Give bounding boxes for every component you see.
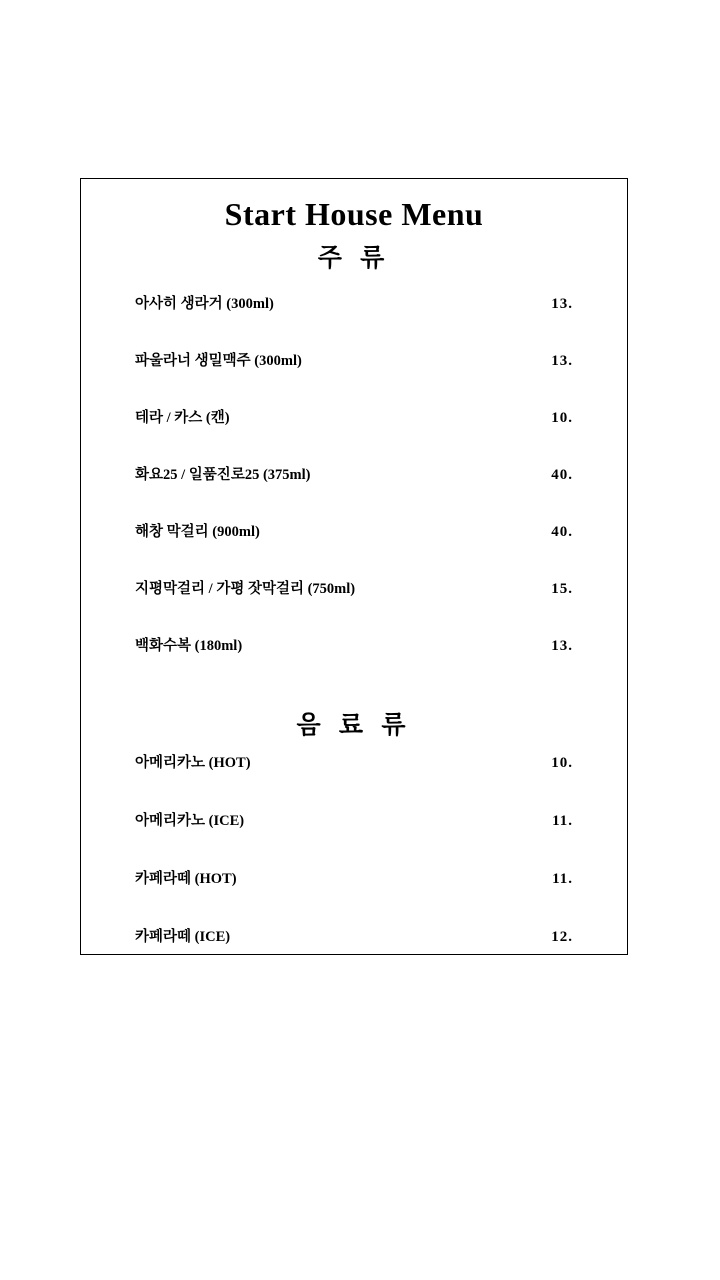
menu-item-row bbox=[135, 463, 573, 520]
menu-item-row bbox=[135, 577, 573, 634]
page-title: Start House Menu bbox=[224, 196, 484, 232]
menu-item-price: 10. bbox=[551, 410, 573, 427]
menu-item-name: 아메리카노 (HOT) bbox=[135, 755, 251, 772]
menu-item-price: 40. bbox=[551, 524, 573, 541]
menu-item-name: 테라 / 카스 (캔) bbox=[135, 410, 230, 427]
menu-item-name: 화요25 / 일품진로25 (375ml) bbox=[135, 467, 311, 484]
menu-item-name: 카페라떼 (HOT) bbox=[135, 871, 237, 888]
menu-item-price: 15. bbox=[551, 581, 573, 598]
section-heading-beverages: 음 료 류 bbox=[296, 712, 412, 740]
menu-item-price: 40. bbox=[551, 467, 573, 484]
menu-item-row bbox=[135, 745, 573, 809]
menu-item-name: 백화수복 (180ml) bbox=[135, 638, 243, 655]
menu-item-price: 13. bbox=[551, 638, 573, 655]
menu-item-row bbox=[135, 925, 573, 983]
menu-item-row bbox=[135, 867, 573, 925]
menu-item-price: 13. bbox=[551, 353, 573, 370]
menu-item-price: 10. bbox=[551, 755, 573, 772]
beverage-item-list bbox=[81, 745, 627, 983]
section-heading-alcohol: 주 류 bbox=[317, 245, 391, 273]
menu-item-row bbox=[135, 406, 573, 463]
menu-card bbox=[80, 178, 628, 955]
menu-item-row bbox=[135, 809, 573, 867]
menu-item-name: 아메리카노 (ICE) bbox=[135, 813, 245, 830]
menu-item-price: 13. bbox=[551, 296, 573, 313]
menu-item-name: 카페라떼 (ICE) bbox=[135, 929, 231, 946]
menu-item-price: 11. bbox=[552, 871, 573, 888]
alcohol-item-list bbox=[81, 284, 627, 691]
menu-item-name: 파울라너 생밀맥주 (300ml) bbox=[135, 353, 302, 370]
menu-item-name: 아사히 생라거 (300ml) bbox=[135, 296, 274, 313]
menu-item-price: 12. bbox=[551, 929, 573, 946]
menu-item-row bbox=[135, 284, 573, 349]
menu-item-price: 11. bbox=[552, 813, 573, 830]
menu-item-row bbox=[135, 349, 573, 406]
menu-item-name: 해창 막걸리 (900ml) bbox=[135, 524, 260, 541]
menu-item-name: 지평막걸리 / 가평 잣막걸리 (750ml) bbox=[135, 581, 356, 598]
menu-item-row bbox=[135, 520, 573, 577]
menu-item-row bbox=[135, 634, 573, 691]
